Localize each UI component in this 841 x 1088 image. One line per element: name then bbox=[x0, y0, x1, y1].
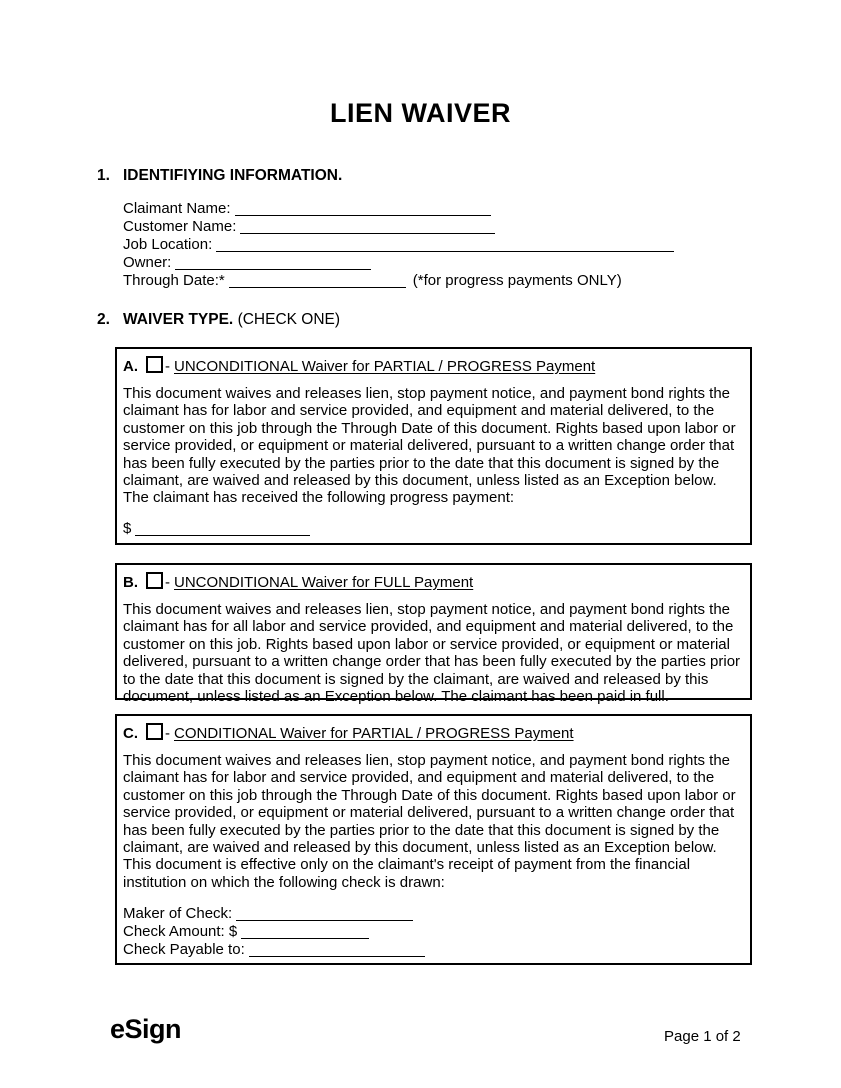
option-a-header bbox=[123, 356, 742, 377]
waiver-option-c-box bbox=[115, 714, 752, 965]
option-c-letter: C. bbox=[123, 725, 138, 742]
dollar-sign-label: $ bbox=[123, 519, 132, 537]
progress-payment-amount-row bbox=[123, 520, 742, 538]
maker-of-check-label: Maker of Check: bbox=[123, 905, 233, 923]
section-1-title: IDENTIFIYING INFORMATION. bbox=[123, 167, 343, 184]
check-amount-label: Check Amount: $ bbox=[123, 923, 238, 941]
section-2-number: 2. bbox=[97, 311, 110, 328]
claimant-name-row bbox=[123, 200, 674, 218]
option-a-letter: A. bbox=[123, 358, 138, 375]
check-payable-to-row bbox=[123, 941, 742, 959]
claimant-name-label: Claimant Name: bbox=[123, 200, 231, 217]
option-b-separator: - bbox=[165, 574, 170, 591]
identifying-information-fields bbox=[123, 200, 674, 290]
section-2-note: (CHECK ONE) bbox=[237, 311, 341, 328]
maker-of-check-row bbox=[123, 905, 742, 923]
job-location-row bbox=[123, 236, 674, 254]
through-date-input-line[interactable] bbox=[229, 275, 406, 288]
waiver-option-a-box bbox=[115, 347, 752, 545]
customer-name-row bbox=[123, 218, 674, 236]
option-a-separator: - bbox=[165, 358, 170, 375]
through-date-note: (*for progress payments ONLY) bbox=[412, 272, 622, 289]
owner-label: Owner: bbox=[123, 254, 172, 271]
option-a-title: UNCONDITIONAL Waiver for PARTIAL / PROGRESS Payment bbox=[174, 358, 596, 375]
option-b-letter: B. bbox=[123, 574, 138, 591]
check-detail-fields bbox=[123, 905, 742, 959]
option-a-checkbox[interactable] bbox=[146, 356, 163, 373]
section-2-title: WAIVER TYPE. bbox=[123, 311, 234, 328]
section-2-heading bbox=[97, 311, 340, 329]
option-c-checkbox[interactable] bbox=[146, 723, 163, 740]
through-date-label: Through Date:* bbox=[123, 272, 225, 289]
maker-of-check-input-line[interactable] bbox=[236, 908, 413, 921]
check-amount-input-line[interactable] bbox=[241, 926, 369, 939]
owner-input-line[interactable] bbox=[175, 257, 371, 270]
page-title: LIEN WAIVER bbox=[329, 98, 511, 128]
job-location-input-line[interactable] bbox=[216, 239, 674, 252]
claimant-name-input-line[interactable] bbox=[235, 203, 491, 216]
option-a-body: This document waives and releases lien, stop payment notice, and payment bond rights the claimant has for labor and service provided, and equipment and material delivered, to the customer on this job through the Through Date of this document. Rights based upon labor or service provided, or equipment or material delivered, pursuant to a written change order that has been fully executed by the parties prior to the date that this document is signed by the claimant, are waived and released by this document, unless listed as an Exception below. The claimant has received the following progress payment: bbox=[123, 385, 736, 507]
check-payable-to-input-line[interactable] bbox=[249, 944, 425, 957]
option-b-body: This document waives and releases lien, stop payment notice, and payment bond rights the claimant has for all labor and service provided, and equipment and material delivered, to the customer on this job. Rights based upon labor or service provided, or equipment or material delivered, pursuant to a written change order that has been fully executed by the parties prior to the date that this document is signed by the claimant, are waived and released by this document, unless listed as an Exception below. The claimant has been paid in full. bbox=[123, 601, 741, 706]
section-1-number: 1. bbox=[97, 167, 110, 184]
check-payable-to-label: Check Payable to: bbox=[123, 941, 245, 959]
waiver-option-b-box bbox=[115, 563, 752, 706]
job-location-label: Job Location: bbox=[123, 236, 213, 253]
owner-row bbox=[123, 254, 674, 272]
check-amount-row bbox=[123, 923, 742, 941]
option-b-checkbox[interactable] bbox=[146, 572, 163, 589]
section-1-heading bbox=[97, 167, 342, 185]
progress-payment-amount-input-line[interactable] bbox=[135, 523, 310, 536]
through-date-row bbox=[123, 272, 674, 290]
option-c-title: CONDITIONAL Waiver for PARTIAL / PROGRESS Payment bbox=[174, 725, 574, 742]
option-b-title: UNCONDITIONAL Waiver for FULL Payment bbox=[174, 574, 474, 591]
page-number-label: Page 1 of 2 bbox=[664, 1028, 741, 1045]
option-c-header bbox=[123, 723, 742, 744]
option-c-body: This document waives and releases lien, stop payment notice, and payment bond rights the claimant has for labor and service provided, and equipment and material delivered, to the customer on this job through the Through Date of this document. Rights based upon labor or service provided, or equipment or material delivered, pursuant to a written change order that has been fully executed by the parties prior to the date that this document is signed by the claimant, are waived and released by this document, unless listed as an Exception below. This document is effective only on the claimant's receipt of payment from the financial institution on which the following check is drawn: bbox=[123, 752, 736, 891]
option-c-separator: - bbox=[165, 725, 170, 742]
customer-name-input-line[interactable] bbox=[240, 221, 495, 234]
option-b-header bbox=[123, 572, 742, 593]
customer-name-label: Customer Name: bbox=[123, 218, 237, 235]
esign-logo: eSign bbox=[110, 1014, 182, 1044]
